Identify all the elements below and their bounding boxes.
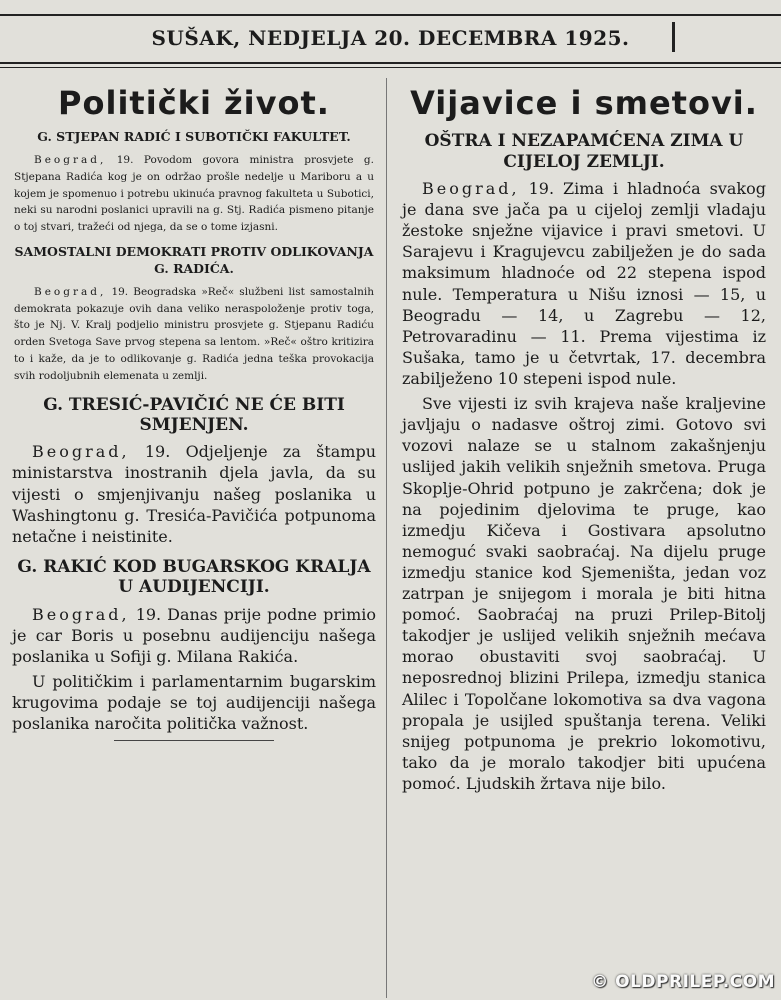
article-body bbox=[402, 178, 766, 389]
right-column bbox=[398, 78, 770, 798]
article-text: 19. Danas prije podne primio je car Boris u posebnu audijenciju našega poslanika u Sofiji g. Milana Rakića. bbox=[12, 604, 377, 666]
article-place: Beograd, bbox=[32, 604, 130, 624]
article-text: 19. Odjeljenje za štampu ministarstva inostranih djela javla, da su vijesti o smjenjivanju našeg poslanika u Washingtonu g. Tresića-Pavičića potpunoma netačne i neistinite. bbox=[12, 442, 376, 546]
article-place: Beograd, bbox=[32, 442, 130, 462]
article-text: 19. Zima i hladnoća svakog je dana sve jača pa u cijeloj zemlji vladaju žestoke snježne vijavice i pravi smetovi. U Sarajevu i Kragujevcu zabilježen je do sada maksimum hladnoće od 22 stepena ispod nule. Temperatura u Nišu iznosi — 15, u Beogradu — 14, u Zagrebu — 12, Petrovaradinu — 11. Prema vijestima iz Sušaka, tamo je u četvrtak, 17. decembra zabilježeno 10 stepeni ispod nule. bbox=[402, 178, 766, 388]
article-place: Beograd, bbox=[34, 154, 107, 167]
section-title-politicki-zivot: Politički život. bbox=[58, 84, 330, 122]
article-place: Beograd, bbox=[34, 285, 107, 298]
header-bottom-rule bbox=[0, 62, 781, 64]
article-text: 19. Beogradska »Reč« službeni list samostalnih demokrata pokazuje ovih dana veliko neraspoloženje protiv toga, što je Nj. V. Kralj podjelio ministru prosvjete g. Stjepanu Radiću orden Svetoga Save prvog stepena sa lentom. »Reč« oštro kritizira to i kaže, da je to odlikovanje g. Radića jedna teška provokacija svih rodoljubnih elemenata u zemlji. bbox=[14, 285, 374, 382]
end-rule bbox=[114, 740, 274, 741]
article-body-paragraph-2: Sve vijesti iz svih krajeva naše kraljevine javljaju o nadasve oštroj zimi. Gotovo svi vozovi nalaze se u stalnom zakašnjenju uslijed jakih velikih snježnih smetova. Pruga Skoplje-Ohrid potpuno je zakrčena; dok je na pojedinim djelovima te pruge, kao izmedju Kičeva i Gostivara apsolutno nemoguć svaki saobraćaj. Na dijelu pruge izmedju stanice kod Sjemeništa, jedan voz zatrpan je snijegom i morala je biti hitna pomoć. Saobraćaj na pruzi Prilep-Bitolj takodjer je uslijed velikih snježnih mećava morao obustaviti svoj saobraćaj. U neposrednoj blizini Prilepa, izmedju stanica Alilec i Topolčane lokomotiva sa dva vagona propala je usijled spuštanja terena. Veliki snijeg potpunoma je prekrio lokomotivu, tako da je moralo takodjer biti upućena pomoć. Ljudskih žrtava nije bilo. bbox=[402, 394, 766, 794]
article-body bbox=[14, 152, 374, 236]
watermark-logo: © OLDPRILEP.COM bbox=[591, 972, 775, 992]
article-title: G. TRESIĆ-PAVIČIĆ NE ĆE BITI SMJENJEN. bbox=[43, 394, 345, 435]
article-body bbox=[14, 284, 374, 385]
article-ostra-zima bbox=[398, 131, 770, 794]
article-rakic bbox=[8, 557, 380, 741]
article-title: OŠTRA I NEZAPAMĆENA ZIMA U CIJELOJ ZEMLJI. bbox=[424, 131, 744, 172]
header-bottom-rule-thin bbox=[0, 67, 781, 68]
dateline: SUŠAK, NEDJELJA 20. DECEMBRA 1925. bbox=[151, 26, 630, 50]
article-body bbox=[12, 604, 376, 667]
article-tresic-pavicic bbox=[8, 395, 380, 547]
article-text: 19. Povodom govora ministra prosvjete g. Stjepana Radića kog je on održao prošle nedelje u Mariboru a u kojem je spomenuo i potrebu ukinuća pravnog fakulteta u Subotici, neki su narodni poslanici upravili na g. Stj. Radića pismeno pitanje o toj stvari, tražeći od njega, da se o tome izjasni. bbox=[14, 154, 374, 234]
article-body bbox=[12, 441, 376, 547]
article-title: G. STJEPAN RADIĆ I SUBOTIČKI FAKULTET. bbox=[37, 129, 351, 145]
article-title: G. RAKIĆ KOD BUGARSKOG KRALJA U AUDIJENCIJI. bbox=[17, 556, 371, 598]
article-title: SAMOSTALNI DEMOKRATI PROTIV ODLIKOVANJA G. RADIĆA. bbox=[14, 244, 374, 276]
header-top-rule bbox=[0, 14, 781, 16]
column-divider bbox=[386, 78, 387, 998]
section-title-vijavice: Vijavice i smetovi. bbox=[410, 84, 758, 122]
left-column bbox=[8, 78, 380, 747]
article-samostalni-demokrati bbox=[8, 244, 380, 385]
article-radic-subotica bbox=[8, 129, 380, 236]
article-place: Beograd, bbox=[422, 178, 520, 198]
dateline-divider bbox=[672, 22, 675, 52]
article-body-paragraph-2: U političkim i parlamentarnim bugarskim krugovima podaje se toj audijenciji našega poslanika naročita politička važnost. bbox=[12, 672, 376, 734]
